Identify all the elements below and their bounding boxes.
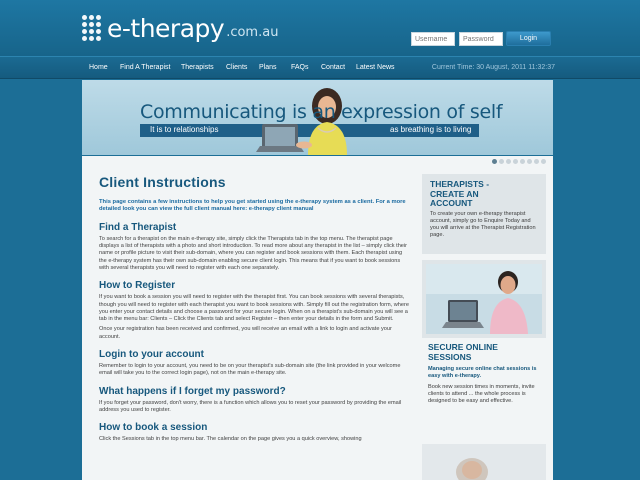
slide-dot[interactable] (534, 159, 539, 164)
secure-sessions-text: Book new session times in moments, invite clients to attend ... the whole process is designed to be easy and effective. (428, 384, 535, 405)
password-input[interactable] (459, 32, 503, 46)
slide-dot[interactable] (499, 159, 504, 164)
nav-plans[interactable]: Plans (259, 64, 277, 71)
nav-clients[interactable]: Clients (226, 64, 248, 71)
slideshow-dots (492, 159, 546, 164)
nav-therapists[interactable]: Therapists (181, 64, 214, 71)
secure-sessions-heading: SECURE ONLINE SESSIONS (428, 342, 498, 362)
section-body-register-confirm: Once your registration has been received and confirmed, you will receive an email with a link to login and activate your account. (99, 326, 392, 340)
slide-dot[interactable] (513, 159, 518, 164)
nav-find-a-therapist[interactable]: Find A Therapist (120, 64, 171, 71)
section-body-forgot-password: If you forget your password, don't worry, there is a function which allows you to reset your password by providing the email address you used to register. (99, 399, 402, 413)
nav-home[interactable]: Home (89, 64, 108, 71)
banner-tagline-left: It is to relationships (150, 125, 219, 134)
intro-paragraph: This page contains a few instructions to help you get started using the e-therapy system as a client. For a more detailed look you can view the full client manual here: e-therapy client manual (99, 199, 406, 213)
section-heading-login: Login to your account (99, 349, 204, 361)
slide-dot[interactable] (541, 159, 546, 164)
section-body-login: Remember to login to your account, you need to be on your therapist's sub-domain site (the link provided in your welcome email will take you to the correct login page), not on the main e-therapy site. (99, 363, 401, 377)
slide-dot[interactable] (527, 159, 532, 164)
nav-latest-news[interactable]: Latest News (356, 64, 395, 71)
banner-headline: Communicating is an expression of self (140, 101, 503, 123)
slide-dot[interactable] (506, 159, 511, 164)
section-heading-find-therapist: Find a Therapist (99, 221, 177, 233)
hero-banner (82, 80, 553, 155)
main-nav (0, 56, 640, 79)
slide-dot[interactable] (492, 159, 497, 164)
secure-sessions-subtitle: Managing secure online chat sessions is easy with e-therapy. (428, 366, 537, 380)
logo-domain-suffix: .com.au (226, 24, 279, 40)
site-logo[interactable] (82, 14, 278, 42)
content-area (82, 156, 553, 480)
banner-tagline-right: as breathing is to living (390, 125, 472, 134)
nav-faqs[interactable]: FAQs (291, 64, 309, 71)
promo-photo (422, 444, 546, 480)
section-heading-book-session: How to book a session (99, 422, 208, 434)
therapist-account-heading: THERAPISTS - CREATE AN ACCOUNT (430, 179, 490, 208)
therapist-account-box[interactable] (422, 174, 546, 254)
section-body-book-session: Click the Sessions tab in the top menu bar. The calendar on the page gives you a quick overview, showing (99, 436, 362, 443)
woman-computer-photo (422, 260, 546, 338)
slide-dot[interactable] (520, 159, 525, 164)
logo-dots-icon (82, 15, 102, 41)
logo-text: e-therapy (107, 13, 225, 43)
main-column (99, 174, 411, 444)
username-input[interactable] (411, 32, 455, 46)
therapist-account-text: To create your own e-therapy therapist account, simply go to Enquire Today and you will arrive at the Therapist Registration page. (430, 210, 536, 239)
section-body-find-therapist: To search for a therapist on the main e-therapy site, simply click the Therapists tab in the top menu. The therapist page displays a list of therapists with a photo and short introduction. To read more about any therapist in the list – simply click their name or profile picture to visit their sub-domain, where you can register and book sessions with them. Each therapist using the e-therapy system has their own sub-domain enabling secure client login. This means that if you want to book sessions with several therapists you will need to register with each one separately. (99, 235, 408, 271)
section-heading-register: How to Register (99, 280, 176, 292)
current-time: Current Time: 30 August, 2011 11:32:37 (431, 64, 555, 71)
login-button[interactable]: Login (506, 31, 551, 46)
sidebar (422, 174, 546, 405)
page-title: Client Instructions (99, 174, 226, 190)
section-heading-forgot-password: What happens if I forget my password? (99, 385, 286, 397)
section-body-register: If you want to book a session you will need to register with the therapist first. You can book sessions with several therapists, though you will need to register with each therapist you want to book sessions with. Simply fill out the registration form, where you enter your contact details and choose a password for your secure login. When on a therapist's sub-domain you will see a tab in the menu bar: Clients – Click the Clients tab and select Register – then enter your details in the form and Submit. (99, 294, 409, 323)
site-header (0, 0, 640, 56)
nav-contact[interactable]: Contact (321, 64, 346, 71)
